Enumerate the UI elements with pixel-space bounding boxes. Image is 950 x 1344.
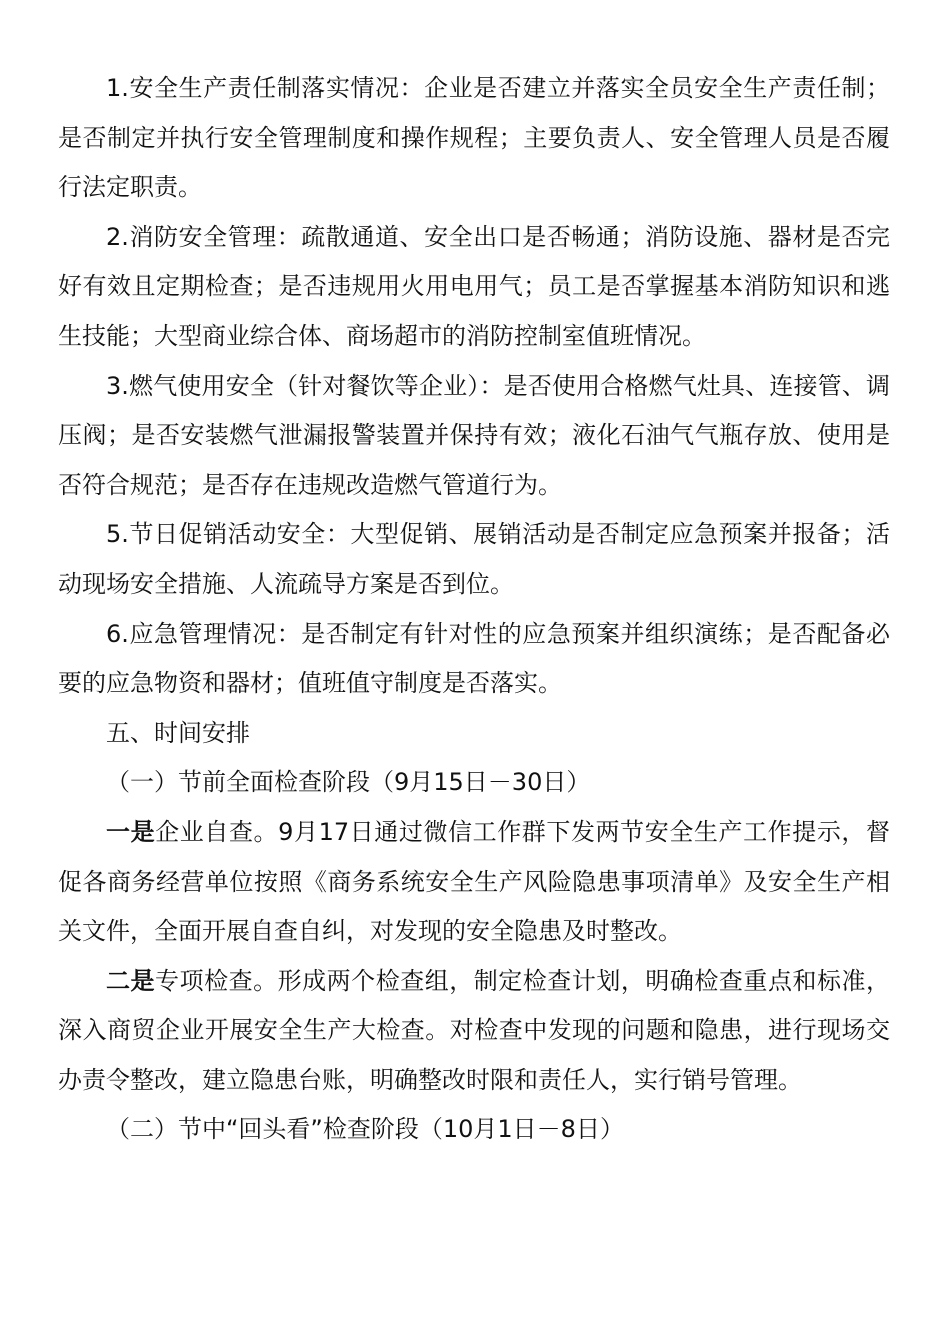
paragraph-text: 专项检查。形成两个检查组，制定检查计划，明确检查重点和标准，深入商贸企业开展安全生产大检查。对检查中发现的问题和隐患，进行现场交办责令整改，建立隐患台账，明确整改时限和责任人，实行销号管理。	[58, 966, 891, 1094]
paragraph-text: 2.消防安全管理：疏散通道、安全出口是否畅通；消防设施、器材是否完好有效且定期检查；是否违规用火用电用气；员工是否掌握基本消防知识和逃生技能；大型商业综合体、商场超市的消防控制室值班情况。	[58, 222, 890, 350]
paragraph-responsibility	[58, 64, 890, 213]
paragraph-special-inspection	[58, 957, 890, 1106]
paragraph-lead: 二是	[106, 966, 156, 995]
paragraph-text: 6.应急管理情况：是否制定有针对性的应急预案并组织演练；是否配备必要的应急物资和器材；值班值守制度是否落实。	[58, 619, 890, 698]
paragraph-gas-safety	[58, 362, 890, 511]
paragraph-promotion-safety	[58, 510, 890, 609]
paragraph-lead: 一是	[106, 817, 156, 846]
paragraph-text: 1.安全生产责任制落实情况：企业是否建立并落实全员安全生产责任制；是否制定并执行安全管理制度和操作规程；主要负责人、安全管理人员是否履行法定职责。	[58, 74, 890, 202]
section-heading-schedule	[58, 709, 890, 759]
paragraph-text: （二）节中“回头看”检查阶段（10月1日－8日）	[106, 1115, 624, 1144]
paragraph-text: 企业自查。9月17日通过微信工作群下发两节安全生产工作提示，督促各商务经营单位按照《商务系统安全生产风险隐患事项清单》及安全生产相关文件，全面开展自查自纠，对发现的安全隐患及时整改。	[58, 817, 891, 946]
paragraph-emergency-management	[58, 610, 890, 709]
subheading-during-holiday	[58, 1105, 890, 1155]
paragraph-self-inspection	[58, 808, 890, 957]
paragraph-text: （一）节前全面检查阶段（9月15日－30日）	[106, 768, 591, 797]
document-body	[58, 64, 890, 1155]
paragraph-text: 5.节日促销活动安全：大型促销、展销活动是否制定应急预案并报备；活动现场安全措施、人流疏导方案是否到位。	[58, 520, 890, 598]
paragraph-fire-safety	[58, 213, 890, 362]
paragraph-text: 3.燃气使用安全（针对餐饮等企业）：是否使用合格燃气灶具、连接管、调压阀；是否安装燃气泄漏报警装置并保持有效；液化石油气气瓶存放、使用是否符合规范；是否存在违规改造燃气管道行为。	[58, 371, 890, 499]
paragraph-text: 五、时间安排	[106, 718, 250, 747]
subheading-pre-holiday	[58, 758, 890, 808]
